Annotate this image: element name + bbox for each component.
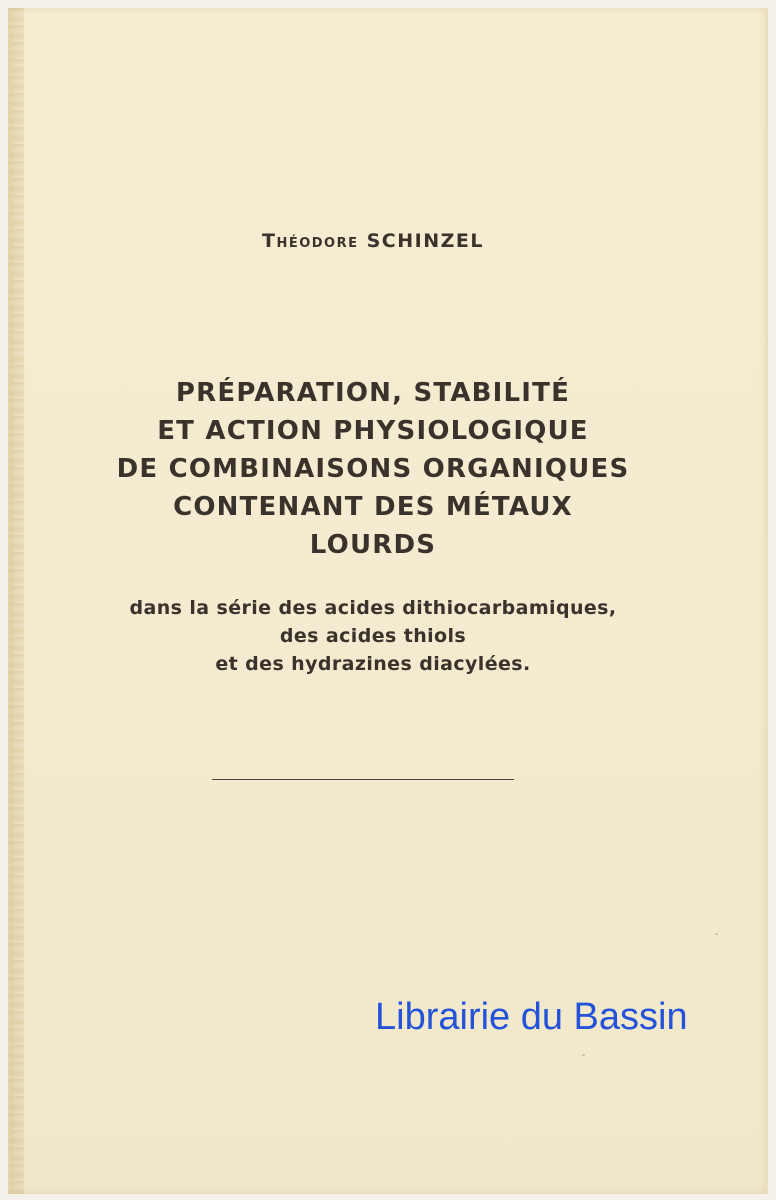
title-line: PRÉPARATION, STABILITÉ — [175, 378, 571, 408]
title-line: LOURDS — [309, 530, 437, 560]
title-line: DE COMBINAISONS ORGANIQUES — [116, 454, 630, 484]
paper-speck — [582, 1054, 585, 1056]
horizontal-rule — [212, 779, 514, 780]
paper-speck — [715, 933, 718, 935]
watermark-text: Librairie du Bassin — [375, 996, 688, 1038]
author-first-name: Théodore — [261, 230, 359, 252]
book-title — [10, 374, 766, 564]
book-subtitle — [10, 594, 766, 678]
subtitle-line: dans la série des acides dithiocarbamiques, — [129, 597, 617, 619]
title-line: ET ACTION PHYSIOLOGIQUE — [157, 416, 589, 446]
subtitle-line: des acides thiols — [279, 625, 467, 647]
author-last-name: SCHINZEL — [366, 230, 484, 252]
author-name — [10, 230, 766, 252]
title-line: CONTENANT DES MÉTAUX — [173, 492, 573, 522]
subtitle-line: et des hydrazines diacylées. — [215, 653, 531, 675]
